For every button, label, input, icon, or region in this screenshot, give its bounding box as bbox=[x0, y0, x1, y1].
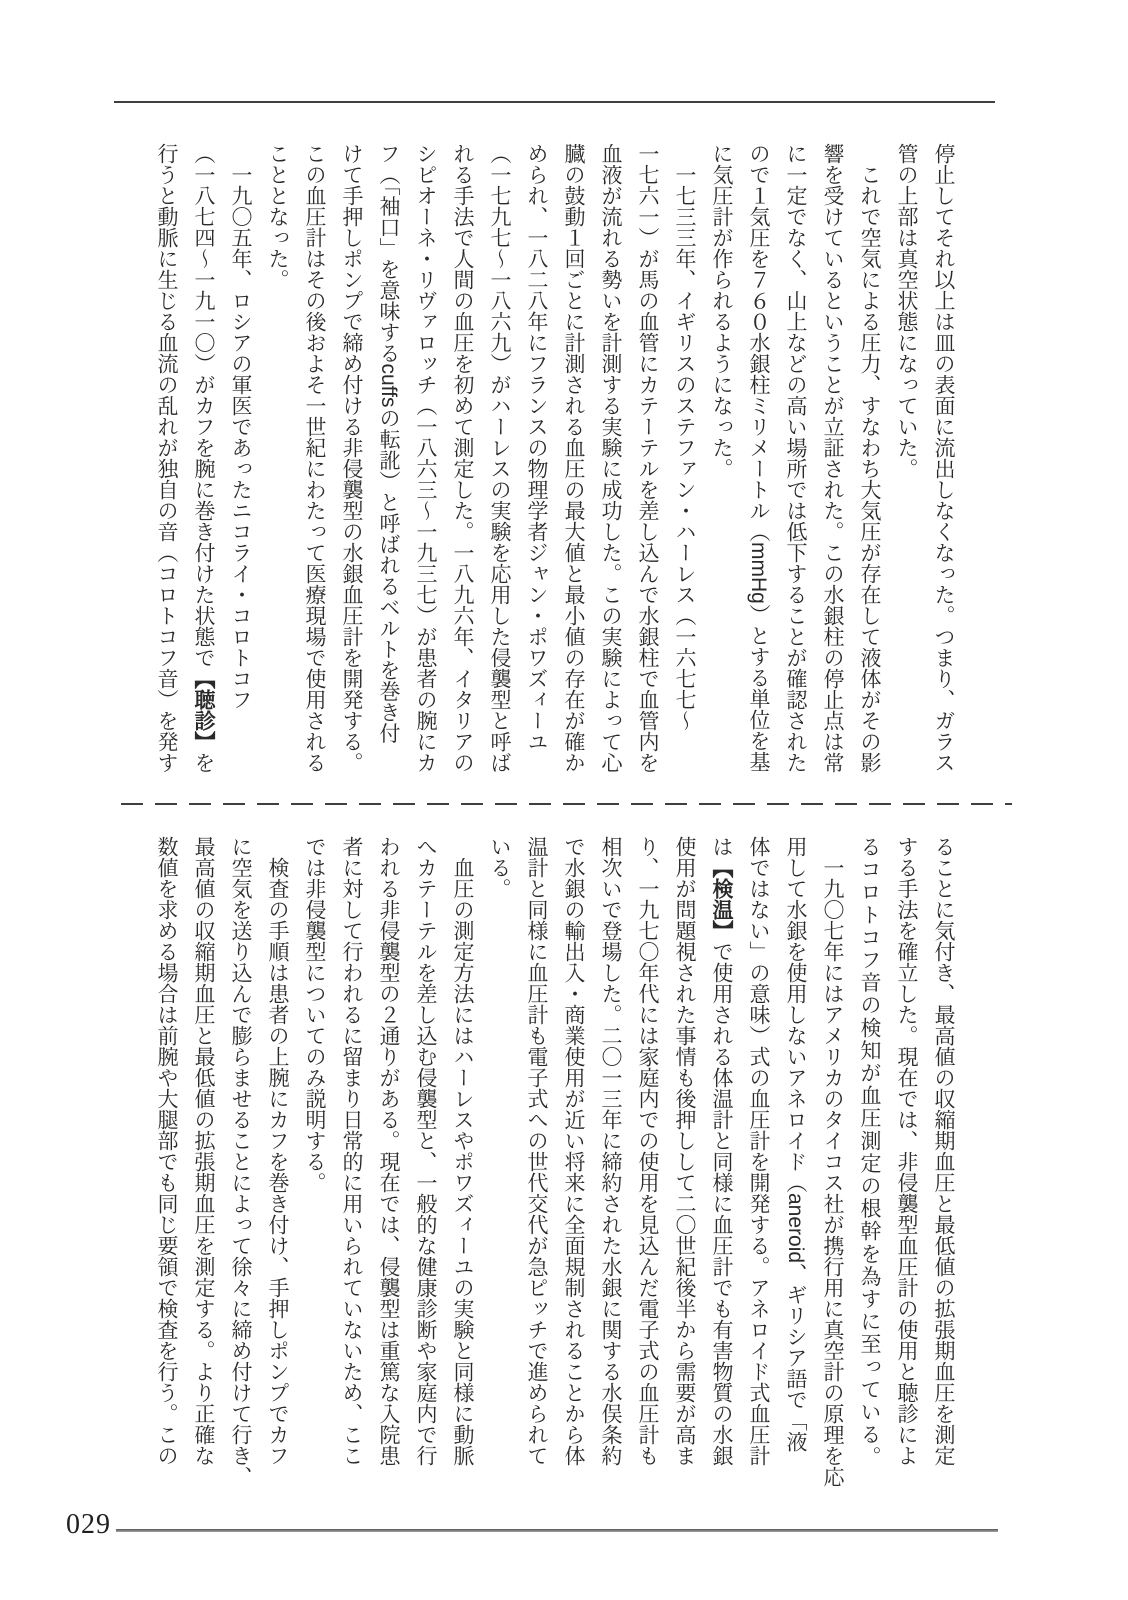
text-column bbox=[444, 836, 481, 1468]
text-column bbox=[148, 143, 185, 775]
text-run: こととなった。 bbox=[266, 143, 289, 290]
text-column bbox=[888, 836, 925, 1468]
text-column bbox=[814, 836, 851, 1487]
text-run: 血圧の測定方法にはハーレスやポワズィーユの実験と同様に動脈 bbox=[451, 836, 474, 1466]
text-column bbox=[296, 836, 333, 1468]
text-run: 一七三三年、イギリスのステファン・ハーレス（一六七七～ bbox=[673, 143, 696, 731]
text-run: り、一九七〇年代には家庭内での使用を見込んだ電子式の血圧計も bbox=[636, 836, 659, 1466]
text-column bbox=[555, 143, 592, 775]
text-column bbox=[925, 143, 962, 775]
text-column bbox=[148, 836, 185, 1468]
text-column bbox=[740, 143, 777, 775]
text-run: 最高値の収縮期血圧と最低値の拡張期血圧を測定する。より正確な bbox=[192, 836, 215, 1466]
text-column bbox=[407, 836, 444, 1468]
text-run: は bbox=[710, 836, 733, 857]
text-run: 一七六一）が馬の血管にカテーテルを差し込んで水銀柱で血管内を bbox=[636, 143, 659, 773]
text-run: で水銀の輸出入・商業使用が近い将来に全面規制されることから体 bbox=[562, 836, 585, 1466]
text-column bbox=[851, 143, 888, 775]
text-run: に気圧計が作られるようになった。 bbox=[710, 143, 733, 479]
text-run: する手法を確立した。現在では、非侵襲型血圧計の使用と聴診によ bbox=[895, 836, 918, 1466]
text-column bbox=[259, 836, 296, 1468]
main-text-bottom-section bbox=[146, 836, 962, 1487]
text-run: 停止してそれ以上は皿の表面に流出しなくなった。つまり、ガラス bbox=[932, 143, 955, 773]
text-run: 臓の鼓動１回ごとに計測される血圧の最大値と最小値の存在が確か bbox=[562, 143, 585, 773]
text-column bbox=[592, 143, 629, 775]
text-run: 相次いで登場した。二〇一三年に締約された水銀に関する水俣条約 bbox=[599, 836, 622, 1466]
text-column bbox=[518, 143, 555, 775]
text-run: では非侵襲型についてのみ説明する。 bbox=[303, 836, 326, 1193]
text-run: へカテーテルを差し込む侵襲型と、一般的な健康診断や家庭内で行 bbox=[414, 836, 437, 1466]
text-column bbox=[703, 836, 740, 1468]
text-column bbox=[777, 836, 814, 1468]
text-run: （一七九七～一八六九）がハーレスの実験を応用した侵襲型と呼ば bbox=[488, 143, 511, 773]
text-column bbox=[370, 836, 407, 1468]
emphasized-term: 【検温】 bbox=[710, 857, 733, 941]
text-column bbox=[185, 143, 222, 775]
text-run: 数値を求める場合は前腕や大腿部でも同じ要領で検査を行う。この bbox=[155, 836, 178, 1466]
text-run: に一定でなく、山上などの高い場所では低下することが確認された bbox=[784, 143, 807, 773]
text-run: 用して水銀を使用しないアネロイド（aneroid、ギリシア語で「液 bbox=[784, 836, 807, 1453]
text-column bbox=[851, 836, 888, 1468]
text-run: められ、一八二八年にフランスの物理学者ジャン・ポワズィーユ bbox=[525, 143, 548, 752]
text-run: 血液が流れる勢いを計測する実験に成功した。この実験によって心 bbox=[599, 143, 622, 773]
text-run: シピオーネ・リヴァロッチ（一八六三～一九三七）が患者の腕にカ bbox=[414, 143, 437, 773]
text-run: 体ではない」の意味）式の血圧計を開発する。アネロイド式血圧計 bbox=[747, 836, 770, 1466]
text-column bbox=[444, 143, 481, 775]
text-run: ることに気付き、最高値の収縮期血圧と最低値の拡張期血圧を測定 bbox=[932, 836, 955, 1466]
main-text-top-section bbox=[146, 143, 962, 775]
text-column bbox=[629, 836, 666, 1468]
text-column bbox=[555, 836, 592, 1468]
text-run: フ（「袖口」を意味するcuffsの転訛）と呼ばれるベルトを巻き付 bbox=[377, 143, 400, 744]
text-column bbox=[518, 836, 555, 1468]
text-run: 検査の手順は患者の上腕にカフを巻き付け、手押しポンプでカフ bbox=[266, 836, 289, 1466]
text-column bbox=[481, 836, 518, 1468]
text-run: るコロトコフ音の検知が血圧測定の根幹を為すに至っている。 bbox=[858, 836, 881, 1469]
emphasized-term: 【聴診】 bbox=[192, 668, 215, 752]
text-column bbox=[703, 143, 740, 775]
text-column bbox=[333, 836, 370, 1468]
text-run: けて手押しポンプで締め付ける非侵襲型の水銀血圧計を開発する。 bbox=[340, 143, 363, 773]
text-column bbox=[259, 143, 296, 775]
text-run: この血圧計はその後およそ一世紀にわたって医療現場で使用される bbox=[303, 143, 326, 773]
text-column bbox=[666, 143, 703, 775]
text-run: に空気を送り込んで膨らませることによって徐々に締め付けて行き、 bbox=[229, 836, 252, 1487]
dashed-divider bbox=[121, 803, 1012, 805]
text-column bbox=[740, 836, 777, 1468]
text-run: これで空気による圧力、すなわち大気圧が存在して液体がその影 bbox=[858, 143, 881, 773]
text-column bbox=[222, 143, 259, 775]
text-run: われる非侵襲型の２通りがある。現在では、侵襲型は重篤な入院患 bbox=[377, 836, 400, 1466]
text-column bbox=[222, 836, 259, 1487]
footer-rule bbox=[116, 1529, 998, 1532]
text-column bbox=[296, 143, 333, 775]
text-run: ので１気圧を７６０水銀柱ミリメートル（mmHg）とする単位を基 bbox=[747, 143, 770, 772]
text-run: 使用が問題視された事情も後押しして二〇世紀後半から需要が高ま bbox=[673, 836, 696, 1466]
text-column bbox=[888, 143, 925, 775]
text-column bbox=[481, 143, 518, 775]
text-column bbox=[370, 143, 407, 775]
text-run: 一九〇七年にはアメリカのタイコス社が携行用に真空計の原理を応 bbox=[821, 836, 844, 1487]
text-run: 管の上部は真空状態になっていた。 bbox=[895, 143, 918, 479]
text-column bbox=[592, 836, 629, 1468]
text-column bbox=[814, 143, 851, 775]
text-run: 者に対して行われるに留まり日常的に用いられていないため、ここ bbox=[340, 836, 363, 1466]
text-column bbox=[185, 836, 222, 1468]
text-run: れる手法で人間の血圧を初めて測定した。一八九六年、イタリアの bbox=[451, 143, 474, 773]
text-column bbox=[925, 836, 962, 1468]
text-column bbox=[629, 143, 666, 775]
text-run: 行うと動脈に生じる血流の乱れが独自の音（コロトコフ音）を発す bbox=[155, 143, 178, 773]
text-column bbox=[666, 836, 703, 1468]
page-number: 029 bbox=[66, 1509, 111, 1540]
text-run: 響を受けているということが立証された。この水銀柱の停止点は常 bbox=[821, 143, 844, 773]
text-run: 一九〇五年、ロシアの軍医であったニコライ・コロトコフ bbox=[229, 143, 252, 710]
text-run: いる。 bbox=[488, 836, 511, 899]
text-column bbox=[777, 143, 814, 775]
text-run: （一八七四～一九一〇）がカフを腕に巻き付けた状態で bbox=[192, 143, 215, 668]
text-run: を bbox=[192, 752, 215, 773]
text-column bbox=[333, 143, 370, 775]
text-run: 温計と同様に血圧計も電子式への世代交代が急ピッチで進められて bbox=[525, 836, 548, 1466]
text-run: で使用される体温計と同様に血圧計でも有害物質の水銀 bbox=[710, 941, 733, 1466]
text-column bbox=[407, 143, 444, 775]
top-rule bbox=[114, 101, 995, 103]
